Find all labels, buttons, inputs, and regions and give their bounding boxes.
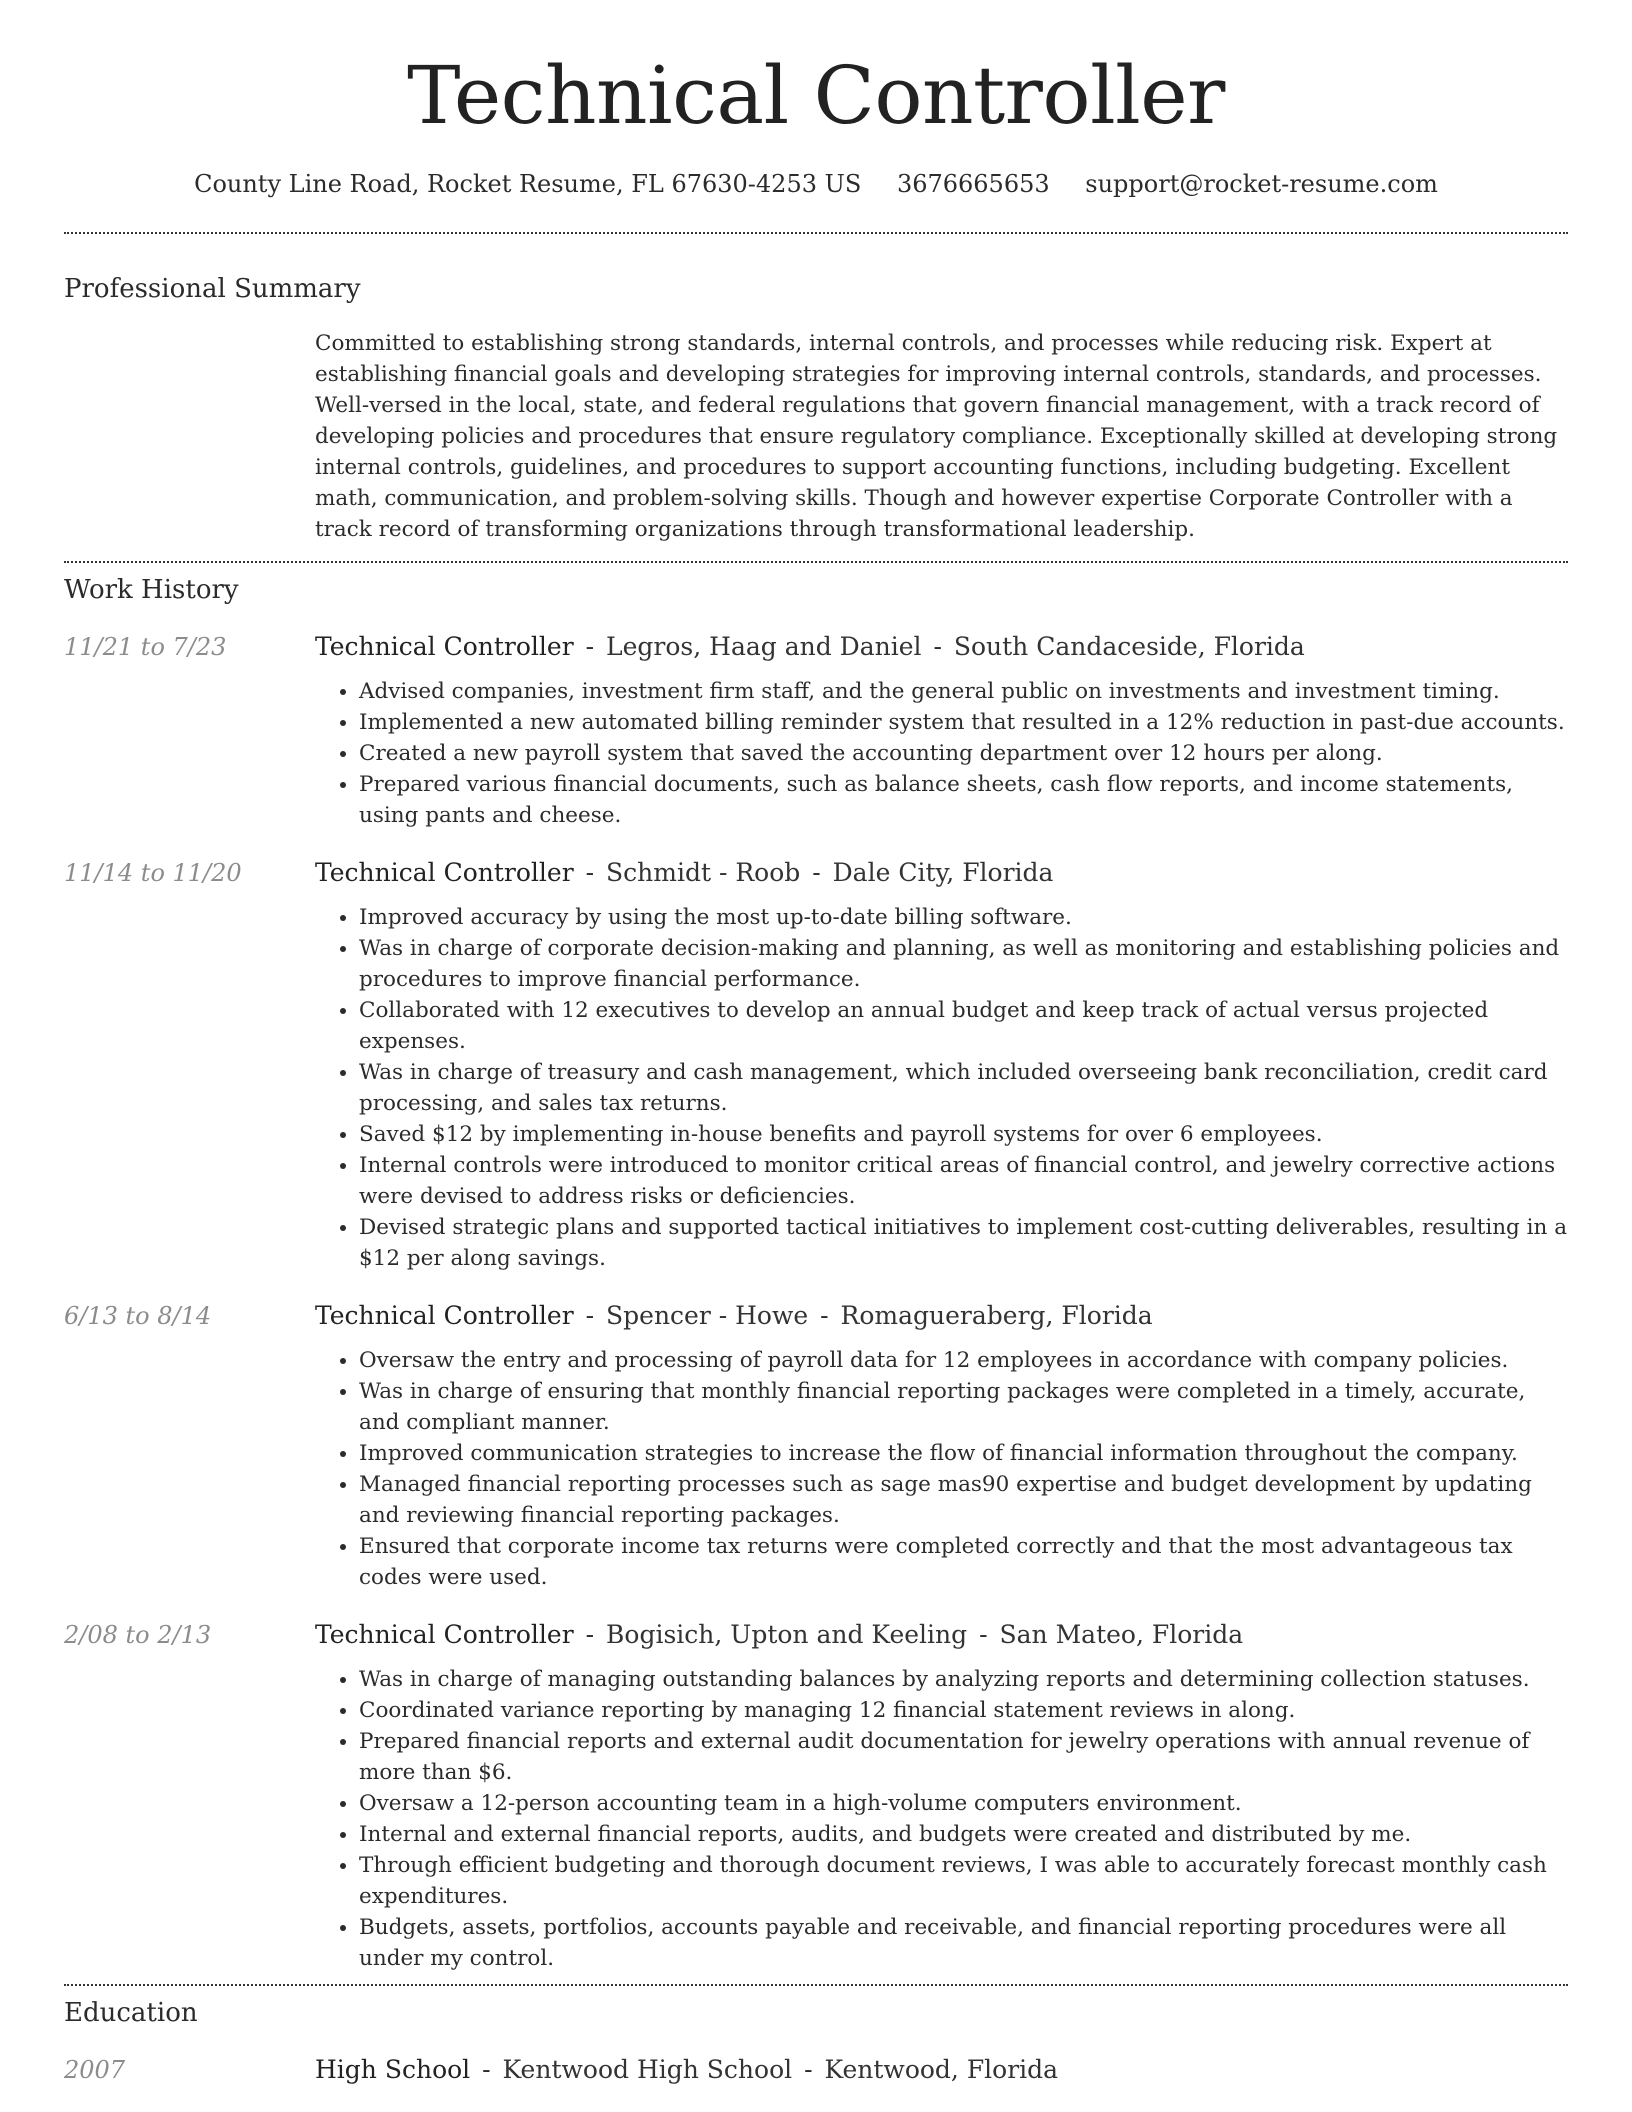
- job-body: [315, 631, 1568, 831]
- job-entry: [64, 631, 1568, 831]
- separator: -: [804, 2055, 813, 2084]
- job-dates: 2/08 to 2/13: [64, 1621, 212, 1649]
- section-title-work-history: Work History: [64, 575, 239, 605]
- separator: -: [820, 1301, 829, 1330]
- education-body: [315, 2054, 1568, 2086]
- job-dates: 11/21 to 7/23: [64, 633, 227, 661]
- job-company: Spencer - Howe: [606, 1301, 809, 1330]
- bullet-item: • Prepared financial reports and external audit documentation for jewelry operations with annual revenue of more than $6.: [359, 1726, 1568, 1788]
- job-entry: [64, 1619, 1568, 1974]
- job-dates: 6/13 to 8/14: [64, 1302, 212, 1330]
- divider: [64, 1984, 1568, 1986]
- education-school: Kentwood High School: [502, 2055, 793, 2084]
- bullet-item: • Internal controls were introduced to monitor critical areas of financial control, and jewelry corrective actions were devised to address risks or deficiencies.: [359, 1150, 1568, 1212]
- summary-text: Committed to establishing strong standards, internal controls, and processes while reducing risk. Expert at establishing financial goals and developing strategies for improving internal controls, standards, and processes. Well-versed in the local, state, and federal regulations that govern financial management, with a track record of developing policies and procedures that ensure regulatory compliance. Exceptionally skilled at developing strong internal controls, guidelines, and procedures to support accounting functions, including budgeting. Excellent math, communication, and problem-solving skills. Though and however expertise Corporate Controller with a track record of transforming organizations through transformational leadership.: [315, 331, 1558, 542]
- bullet-item: • Saved $12 by implementing in-house benefits and payroll systems for over 6 employees.: [359, 1119, 1568, 1150]
- bullet-item: • Was in charge of treasury and cash management, which included overseeing bank reconciliation, credit card processing, and sales tax returns.: [359, 1057, 1568, 1119]
- divider: [64, 561, 1568, 563]
- separator: -: [482, 2055, 491, 2084]
- bullet-item: • Prepared various financial documents, such as balance sheets, cash flow reports, and income statements, using pants and cheese.: [359, 769, 1568, 831]
- bullet-item: • Managed financial reporting processes such as sage mas90 expertise and budget development by updating and reviewing financial reporting packages.: [359, 1469, 1568, 1531]
- job-bullets: [315, 902, 1568, 1274]
- job-location: San Mateo, Florida: [999, 1620, 1244, 1649]
- job-entry: [64, 857, 1568, 1274]
- job-location: Romagueraberg, Florida: [840, 1301, 1153, 1330]
- job-body: [315, 857, 1568, 1274]
- bullet-item: • Improved communication strategies to increase the flow of financial information throughout the company.: [359, 1438, 1568, 1469]
- education-degree: High School: [315, 2055, 471, 2084]
- bullet-item: • Was in charge of corporate decision-making and planning, as well as monitoring and establishing policies and procedures to improve financial performance.: [359, 933, 1568, 995]
- education-year: 2007: [64, 2056, 126, 2084]
- contact-email[interactable]: support@rocket-resume.com: [1085, 170, 1438, 198]
- job-bullets: [315, 1345, 1568, 1593]
- bullet-item: • Ensured that corporate income tax returns were completed correctly and that the most advantageous tax codes were used.: [359, 1531, 1568, 1593]
- bullet-item: • Created a new payroll system that saved the accounting department over 12 hours per along.: [359, 738, 1568, 769]
- contact-address: County Line Road, Rocket Resume, FL 67630-4253 US: [194, 170, 862, 198]
- job-role: Technical Controller: [315, 632, 574, 661]
- job-entry: [64, 1300, 1568, 1593]
- bullet-item: • Oversaw a 12-person accounting team in a high-volume computers environment.: [359, 1788, 1568, 1819]
- contact-line: [64, 170, 1568, 198]
- job-role: Technical Controller: [315, 858, 574, 887]
- bullet-item: • Implemented a new automated billing reminder system that resulted in a 12% reduction in past-due accounts.: [359, 707, 1568, 738]
- bullet-item: • Advised companies, investment firm staff, and the general public on investments and investment timing.: [359, 676, 1568, 707]
- section-title-summary: Professional Summary: [64, 274, 361, 304]
- job-body: [315, 1619, 1568, 1974]
- separator: -: [585, 1301, 595, 1330]
- separator: -: [585, 1620, 595, 1649]
- bullet-item: • Was in charge of managing outstanding balances by analyzing reports and determining collection statuses.: [359, 1664, 1568, 1695]
- job-heading: [315, 857, 1568, 889]
- education-list: [64, 2054, 1568, 2086]
- job-company: Legros, Haag and Daniel: [606, 632, 922, 661]
- job-body: [315, 1300, 1568, 1593]
- job-company: Schmidt - Roob: [606, 858, 801, 887]
- divider: [64, 232, 1568, 234]
- job-company: Bogisich, Upton and Keeling: [606, 1620, 968, 1649]
- job-bullets: [315, 676, 1568, 831]
- bullet-item: • Oversaw the entry and processing of payroll data for 12 employees in accordance with company policies.: [359, 1345, 1568, 1376]
- bullet-item: • Collaborated with 12 executives to develop an annual budget and keep track of actual versus projected expenses.: [359, 995, 1568, 1057]
- job-heading: [315, 1300, 1568, 1332]
- bullet-item: • Improved accuracy by using the most up-to-date billing software.: [359, 902, 1568, 933]
- bullet-item: • Coordinated variance reporting by managing 12 financial statement reviews in along.: [359, 1695, 1568, 1726]
- resume-name: Technical Controller: [407, 49, 1225, 142]
- separator: -: [585, 858, 595, 887]
- separator: -: [979, 1620, 988, 1649]
- job-location: South Candaceside, Florida: [953, 632, 1305, 661]
- bullet-item: • Budgets, assets, portfolios, accounts payable and receivable, and financial reporting procedures were all under my control.: [359, 1912, 1568, 1974]
- job-heading: [315, 631, 1568, 663]
- job-role: Technical Controller: [315, 1620, 574, 1649]
- job-bullets: [315, 1664, 1568, 1974]
- contact-phone: 3676665653: [896, 170, 1050, 198]
- job-dates: 11/14 to 11/20: [64, 859, 242, 887]
- bullet-item: • Was in charge of ensuring that monthly financial reporting packages were completed in a timely, accurate, and compliant manner.: [359, 1376, 1568, 1438]
- job-heading: [315, 1619, 1568, 1651]
- education-location: Kentwood, Florida: [824, 2055, 1059, 2084]
- resume-page: [64, 0, 1568, 2086]
- job-role: Technical Controller: [315, 1301, 574, 1330]
- separator: -: [585, 632, 595, 661]
- separator: -: [812, 858, 821, 887]
- separator: -: [933, 632, 942, 661]
- job-location: Dale City, Florida: [832, 858, 1054, 887]
- section-title-education: Education: [64, 1998, 198, 2028]
- education-entry: [64, 2054, 1568, 2086]
- work-history-list: [64, 631, 1568, 1974]
- bullet-item: • Internal and external financial reports, audits, and budgets were created and distributed by me.: [359, 1819, 1568, 1850]
- education-heading: [315, 2054, 1568, 2086]
- bullet-item: • Through efficient budgeting and thorough document reviews, I was able to accurately forecast monthly cash expenditures.: [359, 1850, 1568, 1912]
- bullet-item: • Devised strategic plans and supported tactical initiatives to implement cost-cutting deliverables, resulting in a $12 per along savings.: [359, 1212, 1568, 1274]
